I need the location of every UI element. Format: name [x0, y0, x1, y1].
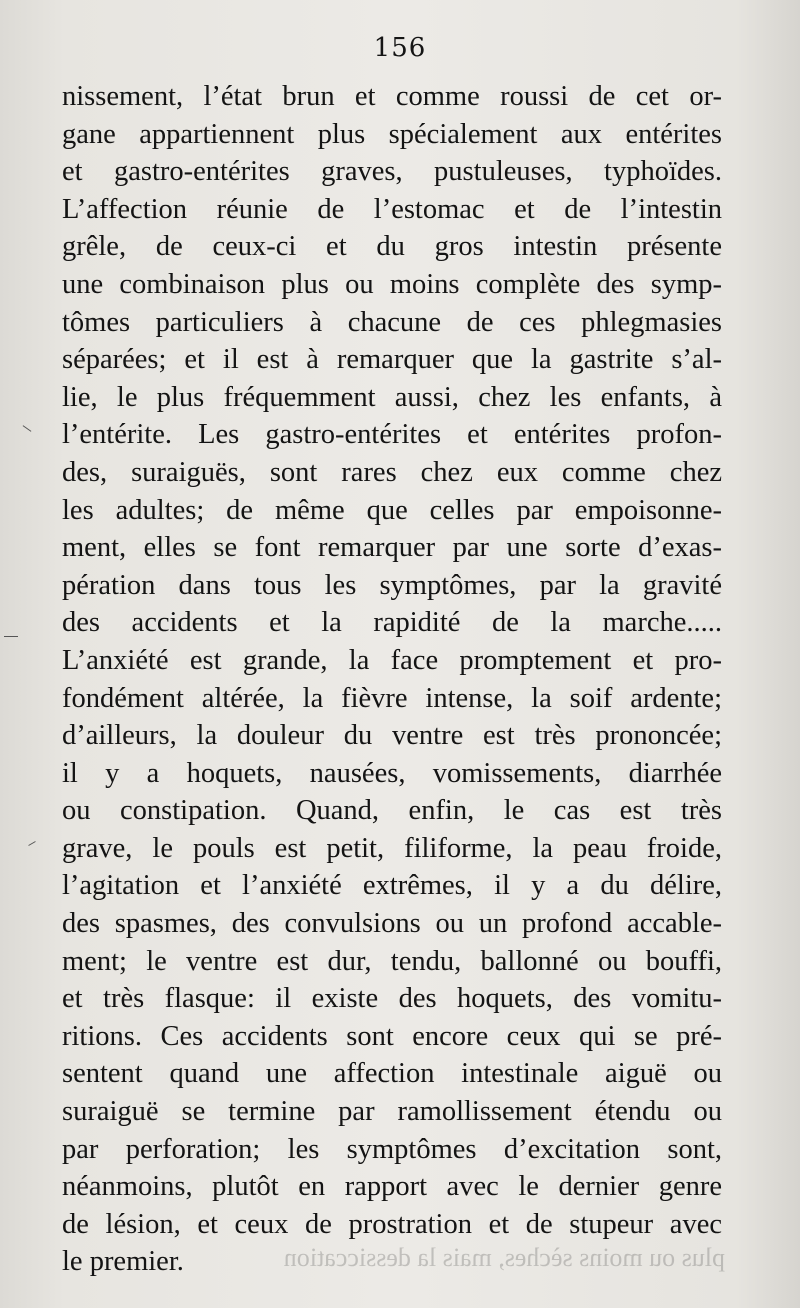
- body-text: [62, 78, 722, 1281]
- text-line: le premier.: [62, 1246, 184, 1278]
- text-line: de lésion, et ceux de prostration et de stupeur avec: [62, 1208, 722, 1240]
- margin-mark: [23, 425, 32, 432]
- text-line: suraiguë se termine par ramollissement étendu ou: [62, 1096, 722, 1128]
- text-line: sentent quand une affection intestinale aiguë ou: [62, 1058, 722, 1090]
- text-line: l’entérite. Les gastro-entérites et entérites profon-: [62, 419, 722, 451]
- text-line: il y a hoquets, nausées, vomissements, diarrhée: [62, 757, 722, 789]
- text-line: tômes particuliers à chacune de ces phlegmasies: [62, 306, 722, 338]
- text-line: l’agitation et l’anxiété extrêmes, il y a du délire,: [62, 870, 722, 902]
- margin-mark: [28, 841, 35, 846]
- text-line: L’affection réunie de l’estomac et de l’intestin: [62, 193, 722, 225]
- text-line: et très flasque: il existe des hoquets, des vomitu-: [62, 983, 722, 1015]
- text-line: des spasmes, des convulsions ou un profond accable-: [62, 908, 722, 940]
- text-line: fondément altérée, la fièvre intense, la soif ardente;: [62, 682, 722, 714]
- text-line: ment, elles se font remarquer par une sorte d’exas-: [62, 532, 722, 564]
- text-line: grêle, de ceux-ci et du gros intestin présente: [62, 231, 722, 263]
- text-line: les adultes; de même que celles par empoisonne-: [62, 494, 722, 526]
- text-line: grave, le pouls est petit, filiforme, la peau froide,: [62, 832, 722, 864]
- text-line: des accidents et la rapidité de la marche.....: [62, 607, 722, 639]
- text-line: nissement, l’état brun et comme roussi de cet or-: [62, 81, 722, 112]
- text-line: pération dans tous les symptômes, par la gravité: [62, 569, 722, 601]
- text-line: des, suraiguës, sont rares chez eux comme chez: [62, 456, 722, 488]
- text-line: ment; le ventre est dur, tendu, ballonné ou bouffi,: [62, 945, 722, 977]
- text-line: et gastro-entérites graves, pustuleuses, typhoïdes.: [62, 156, 722, 188]
- text-line: néanmoins, plutôt en rapport avec le dernier genre: [62, 1171, 722, 1203]
- text-line: lie, le plus fréquemment aussi, chez les enfants, à: [62, 381, 722, 413]
- show-through-text: plus ou moins sèches, mais la dessiccation: [283, 1243, 725, 1272]
- text-line: ou constipation. Quand, enfin, le cas est très: [62, 795, 722, 827]
- text-line: d’ailleurs, la douleur du ventre est très prononcée;: [62, 720, 722, 752]
- text-line: L’anxiété est grande, la face promptement et pro-: [62, 644, 722, 676]
- text-line: gane appartiennent plus spécialement aux entérites: [62, 118, 722, 150]
- text-line: ritions. Ces accidents sont encore ceux qui se pré-: [62, 1020, 722, 1052]
- margin-mark: [4, 636, 18, 637]
- text-line: séparées; et il est à remarquer que la gastrite s’al-: [62, 344, 722, 376]
- text-line: une combinaison plus ou moins complète des symp-: [62, 268, 722, 300]
- text-line: par perforation; les symptômes d’excitation sont,: [62, 1133, 722, 1165]
- page-number: 156: [373, 33, 427, 63]
